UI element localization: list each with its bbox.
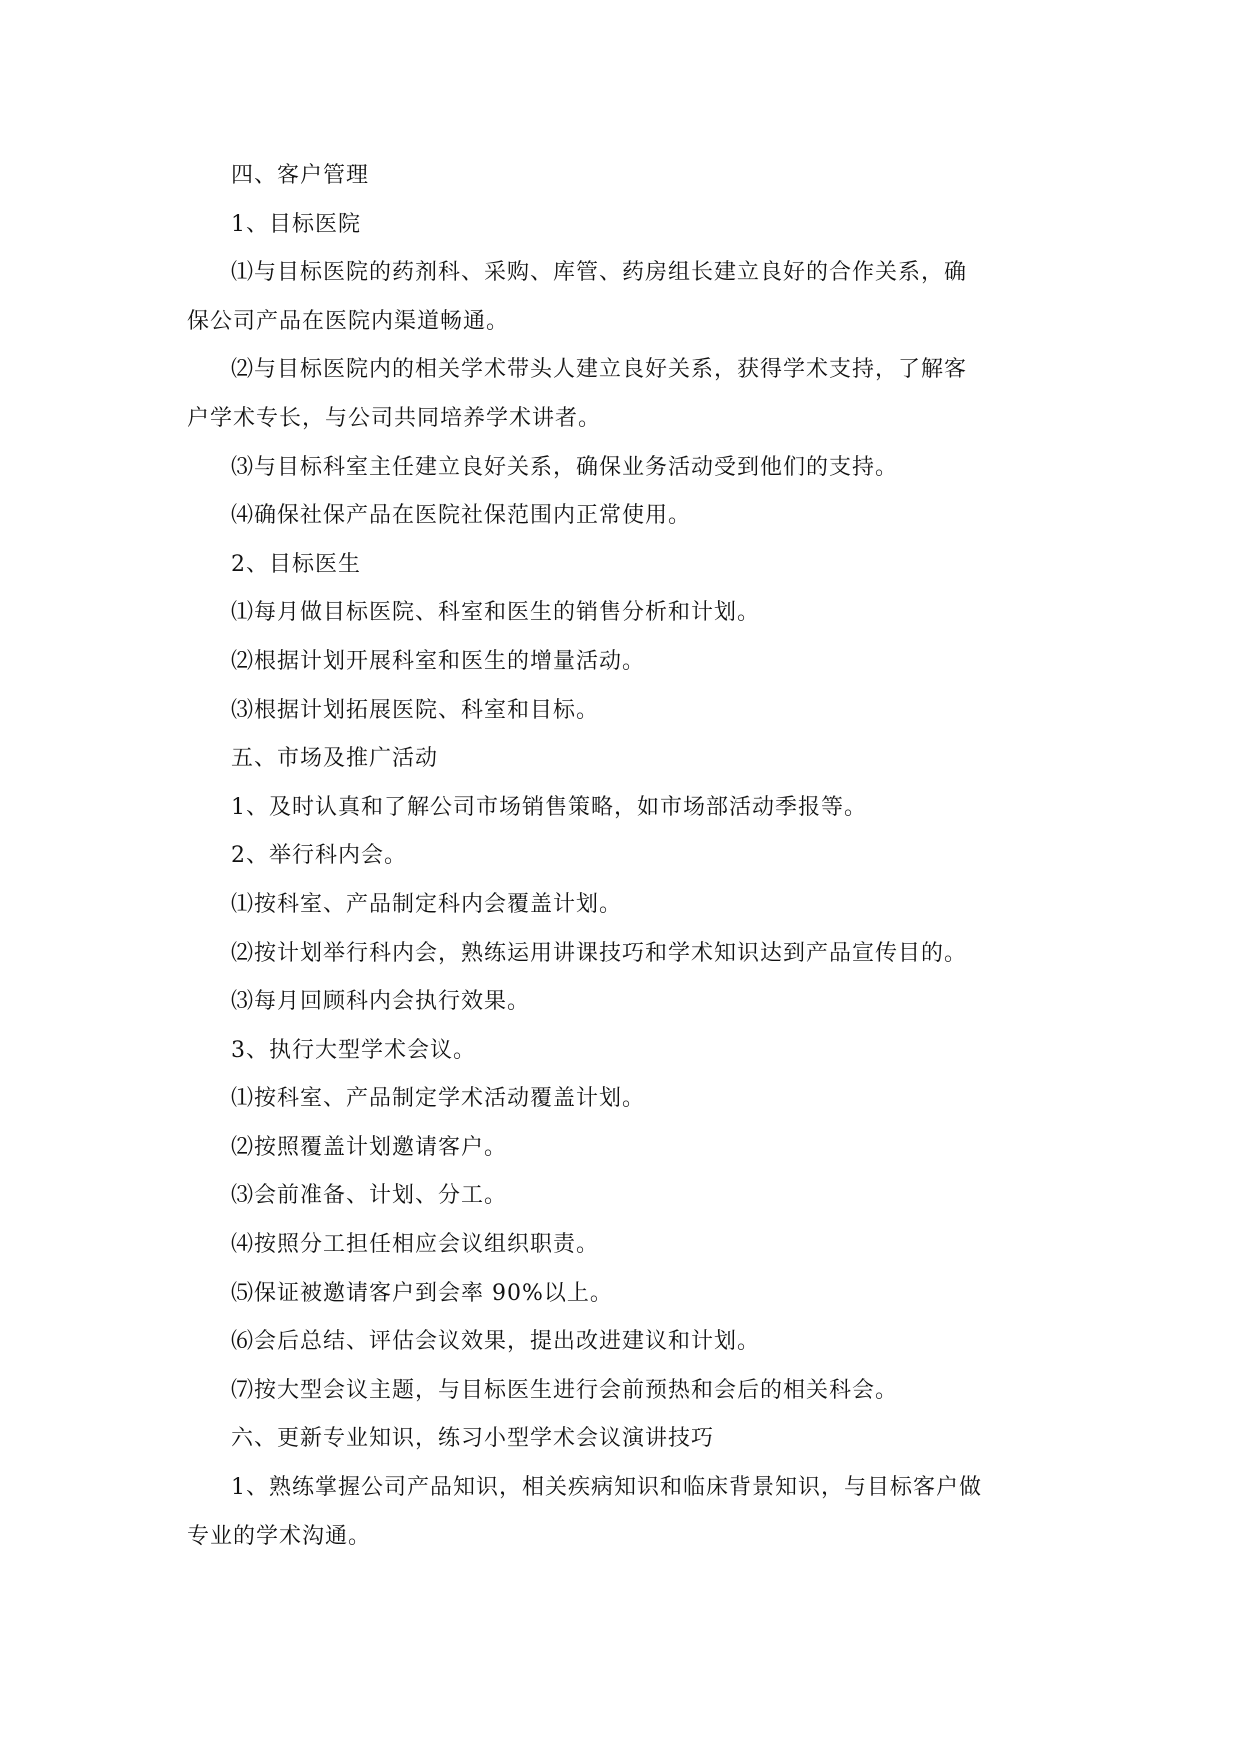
paragraph-line: ⑴按科室、产品制定科内会覆盖计划。 [231,891,623,917]
paragraph-line: ⑶每月回顾科内会执行效果。 [231,989,531,1015]
subheading-academic-conference: 3、执行大型学术会议。 [231,1037,476,1063]
paragraph-line: ⑺按大型会议主题，与目标医生进行会前预热和会后的相关科会。 [231,1377,899,1403]
document-body [187,152,1053,1561]
paragraph-line: ⑸保证被邀请客户到会率 90%以上。 [231,1280,613,1306]
paragraph-continuation: 专业的学术沟通。 [187,1523,372,1549]
section-heading-customer-management: 四、客户管理 [231,163,370,188]
subheading-target-hospital: 1、目标医院 [231,211,361,237]
paragraph-line: 1、熟练掌握公司产品知识，相关疾病知识和临床背景知识，与目标客户做 [231,1475,982,1501]
paragraph-line: ⑷确保社保产品在医院社保范围内正常使用。 [231,503,692,529]
paragraph-continuation: 户学术专长，与公司共同培养学术讲者。 [187,405,602,431]
paragraph-continuation: 保公司产品在医院内渠道畅通。 [187,308,510,334]
paragraph-line: ⑴每月做目标医院、科室和医生的销售分析和计划。 [231,600,761,626]
subheading-department-meeting: 2、举行科内会。 [231,843,407,869]
paragraph-line: ⑶会前准备、计划、分工。 [231,1183,508,1209]
paragraph-line: ⑵按照覆盖计划邀请客户。 [231,1134,508,1160]
paragraph-line: ⑹会后总结、评估会议效果，提出改进建议和计划。 [231,1329,761,1355]
subheading-target-doctor: 2、目标医生 [231,551,361,577]
paragraph-line: ⑵按计划举行科内会，熟练运用讲课技巧和学术知识达到产品宣传目的。 [231,940,968,966]
paragraph-line: 1、及时认真和了解公司市场销售策略，如市场部活动季报等。 [231,794,867,820]
paragraph-line: ⑷按照分工担任相应会议组织职责。 [231,1232,600,1258]
section-heading-marketing: 五、市场及推广活动 [231,746,439,772]
paragraph-line: ⑴与目标医院的药剂科、采购、库管、药房组长建立良好的合作关系，确 [231,260,968,286]
paragraph-line: ⑵与目标医院内的相关学术带头人建立良好关系，获得学术支持，了解客 [231,357,968,383]
paragraph-line: ⑴按科室、产品制定学术活动覆盖计划。 [231,1086,646,1112]
section-heading-professional-knowledge: 六、更新专业知识，练习小型学术会议演讲技巧 [231,1426,715,1452]
paragraph-line: ⑶与目标科室主任建立良好关系，确保业务活动受到他们的支持。 [231,454,899,480]
paragraph-line: ⑶根据计划拓展医院、科室和目标。 [231,697,600,723]
paragraph-line: ⑵根据计划开展科室和医生的增量活动。 [231,648,646,674]
